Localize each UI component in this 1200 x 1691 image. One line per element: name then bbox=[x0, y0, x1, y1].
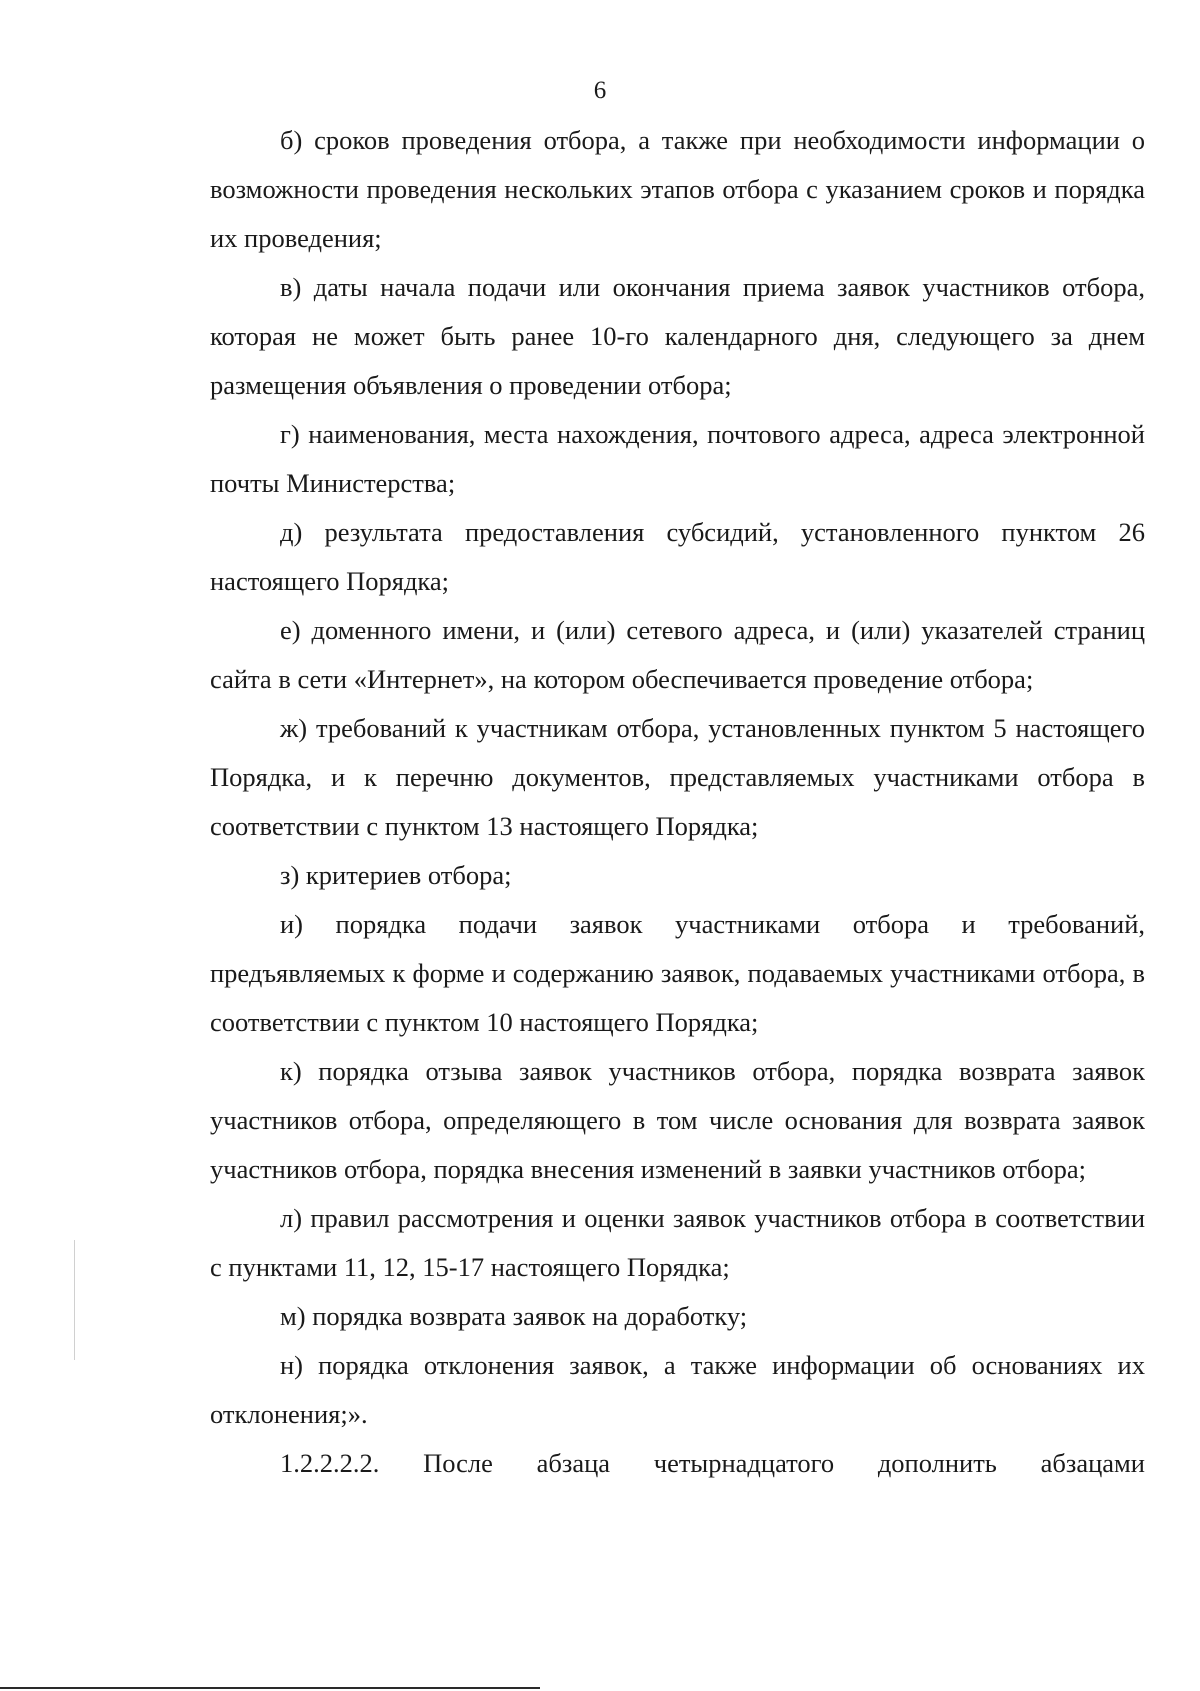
paragraph-i: и) порядка подачи заявок участниками отбора и требований, предъявляемых к форме и содержанию заявок, подаваемых участниками отбора, в соответствии с пунктом 10 настоящего Порядка; bbox=[210, 909, 1145, 1037]
paragraph-l: л) правил рассмотрения и оценки заявок участников отбора в соответствии с пунктами 11, 12, 15-17 настоящего Порядка; bbox=[210, 1203, 1145, 1282]
bottom-divider bbox=[0, 1687, 540, 1689]
paragraph-g: г) наименования, места нахождения, почтового адреса, адреса электронной почты Министерства; bbox=[210, 419, 1145, 498]
paragraph-n: н) порядка отклонения заявок, а также информации об основаниях их отклонения;». bbox=[210, 1350, 1145, 1429]
paragraph-zh: ж) требований к участникам отбора, установленных пунктом 5 настоящего Порядка, и к перечню документов, представляемых участниками отбора в соответствии с пунктом 13 настоящего Порядка; bbox=[210, 713, 1145, 841]
document-body bbox=[210, 116, 1145, 1488]
paragraph-amendment: 1.2.2.2.2. После абзаца четырнадцатого дополнить абзацами bbox=[280, 1448, 1145, 1478]
scan-margin-mark bbox=[74, 1240, 75, 1360]
page-number: 6 bbox=[593, 77, 607, 104]
paragraph-e: е) доменного имени, и (или) сетевого адреса, и (или) указателей страниц сайта в сети «Интернет», на котором обеспечивается проведение отбора; bbox=[210, 615, 1145, 694]
paragraph-d: д) результата предоставления субсидий, установленного пунктом 26 настоящего Порядка; bbox=[210, 517, 1145, 596]
paragraph-m: м) порядка возврата заявок на доработку; bbox=[280, 1301, 748, 1331]
paragraph-z: з) критериев отбора; bbox=[280, 860, 512, 890]
paragraph-b: б) сроков проведения отбора, а также при необходимости информации о возможности проведения нескольких этапов отбора с указанием сроков и порядка их проведения; bbox=[210, 125, 1145, 253]
paragraph-v: в) даты начала подачи или окончания приема заявок участников отбора, которая не может быть ранее 10-го календарного дня, следующего за днем размещения объявления о проведении отбора; bbox=[210, 272, 1145, 400]
paragraph-k: к) порядка отзыва заявок участников отбора, порядка возврата заявок участников отбора, определяющего в том числе основания для возврата заявок участников отбора, порядка внесения изменений в заявки участников отбора; bbox=[210, 1056, 1145, 1184]
